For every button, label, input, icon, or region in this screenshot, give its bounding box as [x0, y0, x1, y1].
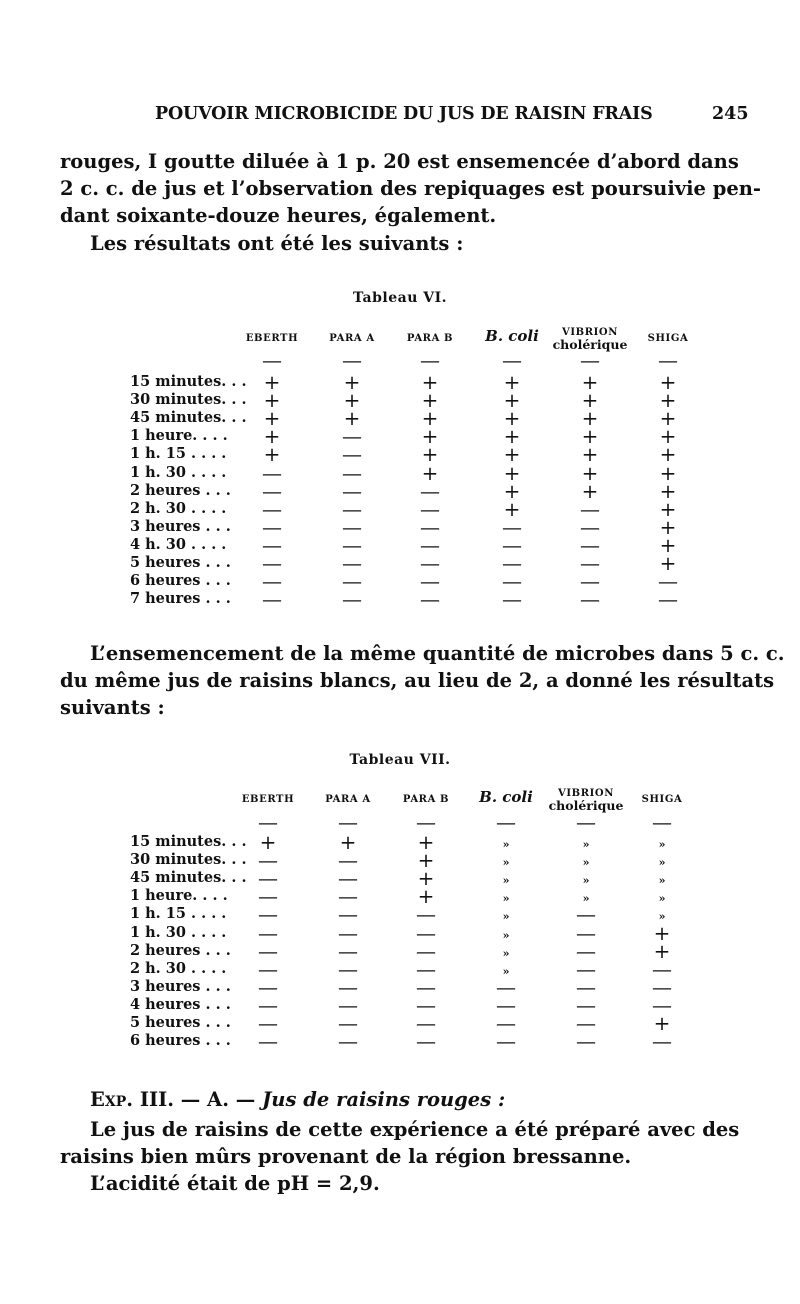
table-cell: —	[262, 532, 282, 557]
table-cell: —	[420, 532, 440, 557]
table-cell: +	[339, 830, 357, 854]
row-label: 15 minutes. . .	[130, 833, 247, 850]
table-cell: —	[420, 551, 440, 575]
row-label: 30 minutes. . .	[130, 851, 247, 869]
text-line: du même jus de raisins blancs, au lieu de 2, a donné les résultats	[60, 669, 775, 692]
table-cell: —	[416, 992, 436, 1017]
header-rule: —	[258, 810, 278, 834]
table-cell: —	[416, 902, 436, 927]
table-cell: +	[503, 460, 521, 485]
text-line: 2 c. c. de jus et l’observation des repiquages est poursuivie pen-	[60, 177, 762, 200]
table-cell: —	[342, 442, 362, 467]
column-header-label: SHIGA	[641, 794, 683, 805]
table-cell: —	[576, 902, 596, 927]
table-cell: —	[416, 1029, 436, 1054]
table-cell: +	[259, 830, 277, 854]
row-label: 2 heures . . .	[130, 481, 231, 499]
table-cell: —	[420, 569, 440, 594]
table-cell: —	[502, 551, 522, 575]
table-cell: +	[421, 460, 439, 485]
table-cell: —	[338, 866, 358, 891]
table-cell: +	[581, 478, 599, 503]
text-line: raisins bien mûrs provenant de la région bressanne.	[60, 1145, 632, 1168]
table-cell: »	[502, 946, 510, 960]
table-cell: —	[652, 992, 672, 1017]
header-rule: —	[580, 348, 600, 372]
table-cell: »	[582, 892, 590, 906]
table-cell: —	[496, 1029, 516, 1054]
experiment-title: Jus de raisins rouges :	[262, 1088, 506, 1111]
table-cell: —	[652, 974, 672, 999]
header-rule: —	[338, 810, 358, 834]
table-cell: —	[258, 848, 278, 873]
column-header-label: PARA B	[402, 794, 450, 805]
table-cell: +	[659, 442, 677, 467]
column-header	[617, 794, 707, 806]
table-cell: —	[338, 992, 358, 1017]
column-header-label: EBERTH	[245, 333, 299, 344]
column-header-label: PARA A	[329, 333, 375, 344]
table-cell: —	[416, 956, 436, 981]
table-cell: +	[659, 424, 677, 449]
table-cell: +	[503, 478, 521, 503]
table-cell: —	[338, 938, 358, 963]
text-line: L’ensemencement de la même quantité de microbes dans 5 c. c.	[90, 642, 785, 665]
table-cell: »	[502, 856, 510, 870]
table-cell: +	[343, 406, 361, 431]
table-cell: —	[416, 938, 436, 963]
table-cell: +	[653, 920, 671, 945]
table-cell: +	[503, 406, 521, 431]
table-cell: —	[262, 569, 282, 594]
table-cell: —	[338, 974, 358, 999]
table-cell: —	[262, 460, 282, 485]
table-cell: —	[342, 569, 362, 594]
table-cell: —	[420, 514, 440, 539]
row-label: 1 h. 15 . . . .	[130, 445, 227, 463]
table-cell: —	[576, 1011, 596, 1035]
column-header-label: PARA A	[325, 794, 371, 805]
table-cell: —	[658, 569, 678, 594]
column-header-label: B. coli	[479, 788, 533, 806]
row-label: 4 heures . . .	[130, 995, 231, 1013]
table-cell: —	[496, 992, 516, 1017]
table-cell: —	[580, 532, 600, 557]
table-cell: —	[262, 587, 282, 612]
row-label: 6 heures . . .	[130, 1032, 231, 1050]
header-rule: —	[576, 810, 596, 834]
table-cell: —	[338, 902, 358, 927]
table-cell: —	[420, 496, 440, 521]
column-header	[303, 794, 393, 806]
row-label: 1 h. 15 . . . .	[130, 905, 227, 923]
row-label: 1 h. 30 . . . .	[130, 463, 227, 481]
table-cell: —	[338, 848, 358, 873]
table-cell: +	[581, 406, 599, 431]
table-cell: »	[658, 838, 666, 851]
table-cell: —	[576, 1029, 596, 1054]
table-cell: —	[258, 938, 278, 963]
experiment-label: Exp. III. — A. —	[90, 1088, 263, 1111]
table-cell: —	[502, 587, 522, 612]
table-cell: »	[582, 856, 590, 870]
paragraph-acidity	[60, 1170, 770, 1197]
column-header-label: B. coli	[485, 327, 539, 345]
table-cell: +	[503, 388, 521, 413]
table-6-caption: Tableau VI.	[352, 290, 448, 306]
table-cell: —	[258, 974, 278, 999]
column-header	[461, 788, 551, 806]
table-cell: —	[580, 551, 600, 575]
column-header	[385, 333, 475, 345]
table-cell: »	[502, 838, 510, 851]
table-cell: +	[343, 388, 361, 413]
table-cell: »	[582, 838, 590, 851]
table-cell: —	[502, 514, 522, 539]
table-cell: +	[659, 388, 677, 413]
row-label: 6 heures . . .	[130, 572, 231, 590]
table-cell: —	[258, 1029, 278, 1054]
table-cell: —	[580, 496, 600, 521]
column-header-sub: cholérique	[552, 337, 628, 352]
table-cell: +	[659, 532, 677, 557]
page-number: 245	[712, 104, 749, 124]
table-cell: —	[580, 569, 600, 594]
table-cell: +	[503, 370, 521, 394]
table-cell: —	[338, 956, 358, 981]
table-cell: +	[263, 388, 281, 413]
table-cell: —	[338, 920, 358, 945]
table-cell: —	[416, 1011, 436, 1035]
column-header-label: SHIGA	[647, 333, 689, 344]
table-cell: —	[258, 1011, 278, 1035]
table-cell: +	[653, 938, 671, 963]
table-cell: —	[576, 992, 596, 1017]
table-cell: —	[496, 1011, 516, 1035]
table-cell: —	[416, 920, 436, 945]
table-cell: +	[503, 424, 521, 449]
table-cell: —	[576, 974, 596, 999]
table-cell: +	[421, 370, 439, 394]
table-cell: +	[417, 884, 435, 909]
table-cell: +	[581, 388, 599, 413]
table-cell: »	[502, 928, 510, 942]
text-line: Les résultats ont été les suivants :	[90, 232, 464, 255]
table-cell: —	[416, 974, 436, 999]
table-cell: —	[342, 551, 362, 575]
header-rule: —	[652, 810, 672, 834]
table-cell: —	[576, 920, 596, 945]
paragraph-intro	[60, 148, 762, 229]
row-label: 45 minutes. . .	[130, 869, 247, 887]
table-cell: +	[417, 848, 435, 873]
table-cell: —	[576, 938, 596, 963]
table-cell: »	[502, 892, 510, 906]
table-cell: +	[581, 424, 599, 449]
text-line: suivants :	[60, 696, 165, 719]
table-cell: —	[652, 1029, 672, 1054]
header-title: POUVOIR MICROBICIDE DU JUS DE RAISIN FRAIS	[155, 104, 653, 124]
row-label: 2 h. 30 . . . .	[130, 959, 227, 977]
table-cell: —	[342, 496, 362, 521]
text-line: L’acidité était de pH = 2,9.	[90, 1172, 380, 1195]
column-header	[307, 333, 397, 345]
row-label: 5 heures . . .	[130, 1014, 231, 1031]
table-cell: —	[420, 587, 440, 612]
table-cell: +	[659, 460, 677, 485]
table-cell: »	[502, 874, 510, 888]
table-cell: —	[496, 974, 516, 999]
table-cell: +	[421, 388, 439, 413]
paragraph-second-trial	[60, 640, 785, 721]
table-cell: —	[342, 587, 362, 612]
table-cell: +	[581, 370, 599, 394]
row-label: 5 heures . . .	[130, 554, 231, 571]
running-header	[0, 104, 800, 130]
row-label: 4 h. 30 . . . .	[130, 535, 227, 553]
table-cell: +	[263, 442, 281, 467]
header-rule: —	[262, 348, 282, 372]
table-cell: —	[342, 478, 362, 503]
column-header	[467, 327, 557, 345]
table-cell: —	[262, 478, 282, 503]
row-label: 3 heures . . .	[130, 977, 231, 995]
table-cell: +	[659, 551, 677, 575]
column-header-label: PARA B	[406, 333, 454, 344]
table-cell: —	[652, 956, 672, 981]
row-label: 30 minutes. . .	[130, 391, 247, 409]
table-cell: —	[658, 587, 678, 612]
column-header-label: VIBRION	[562, 327, 618, 338]
row-label: 1 h. 30 . . . .	[130, 923, 227, 941]
table-cell: »	[658, 856, 666, 870]
table-cell: +	[263, 424, 281, 449]
table-cell: —	[338, 884, 358, 909]
table-cell: —	[258, 956, 278, 981]
column-header-label: VIBRION	[558, 788, 614, 799]
table-cell: +	[503, 496, 521, 521]
table-cell: —	[262, 496, 282, 521]
row-label: 1 heure. . . .	[130, 427, 228, 445]
header-rule: —	[658, 348, 678, 372]
table-cell: »	[582, 874, 590, 888]
table-cell: »	[658, 874, 666, 888]
table-cell: —	[262, 514, 282, 539]
table-cell: —	[342, 532, 362, 557]
table-cell: —	[338, 1011, 358, 1035]
table-cell: —	[580, 514, 600, 539]
row-label: 1 heure. . . .	[130, 887, 228, 905]
row-label: 2 heures . . .	[130, 941, 231, 959]
text-line: Le jus de raisins de cette expérience a été préparé avec des	[90, 1118, 740, 1141]
column-header	[223, 794, 313, 806]
table-cell: —	[258, 884, 278, 909]
table-cell: +	[581, 460, 599, 485]
row-label: 15 minutes. . .	[130, 373, 247, 390]
table-cell: +	[659, 496, 677, 521]
table-cell: —	[258, 920, 278, 945]
table-cell: +	[653, 1011, 671, 1035]
header-rule: —	[416, 810, 436, 834]
table-cell: +	[581, 442, 599, 467]
table-cell: —	[342, 460, 362, 485]
header-rule: —	[342, 348, 362, 372]
table-cell: —	[502, 569, 522, 594]
column-header-label: EBERTH	[241, 794, 295, 805]
experiment-heading	[60, 1086, 770, 1113]
table-cell: —	[258, 992, 278, 1017]
column-header	[623, 333, 713, 345]
row-label: 45 minutes. . .	[130, 409, 247, 427]
table-cell: +	[659, 514, 677, 539]
table-cell: »	[658, 910, 666, 924]
row-label: 3 heures . . .	[130, 517, 231, 535]
table-cell: +	[659, 370, 677, 394]
text-line: dant soixante-douze heures, également.	[60, 204, 497, 227]
table-cell: +	[659, 478, 677, 503]
table-cell: +	[343, 370, 361, 394]
table-cell: »	[502, 964, 510, 978]
table-cell: —	[338, 1029, 358, 1054]
table-cell: —	[502, 532, 522, 557]
text-line: rouges, I goutte diluée à 1 p. 20 est ensemencée d’abord dans	[60, 150, 739, 173]
paragraph-preparation	[60, 1116, 740, 1170]
table-cell: +	[421, 424, 439, 449]
table-cell: —	[576, 956, 596, 981]
header-rule: —	[496, 810, 516, 834]
table-cell: —	[342, 424, 362, 449]
column-header	[227, 333, 317, 345]
table-cell: —	[342, 514, 362, 539]
table-cell: —	[258, 866, 278, 891]
header-rule: —	[502, 348, 522, 372]
table-cell: +	[417, 830, 435, 854]
header-rule: —	[420, 348, 440, 372]
table-cell: +	[421, 442, 439, 467]
row-label: 2 h. 30 . . . .	[130, 499, 227, 517]
table-cell: —	[262, 551, 282, 575]
table-cell: +	[263, 370, 281, 394]
column-header-sub: cholérique	[548, 798, 624, 813]
table-cell: +	[421, 406, 439, 431]
column-header	[381, 794, 471, 806]
table-cell: »	[658, 892, 666, 906]
table-cell: —	[580, 587, 600, 612]
table-cell: —	[420, 478, 440, 503]
table-7-caption: Tableau VII.	[349, 752, 451, 768]
table-cell: —	[258, 902, 278, 927]
table-cell: »	[502, 910, 510, 924]
table-cell: +	[263, 406, 281, 431]
table-cell: +	[503, 442, 521, 467]
row-label: 7 heures . . .	[130, 590, 231, 608]
table-cell: +	[659, 406, 677, 431]
paragraph-results-intro	[60, 230, 770, 257]
table-cell: +	[417, 866, 435, 891]
